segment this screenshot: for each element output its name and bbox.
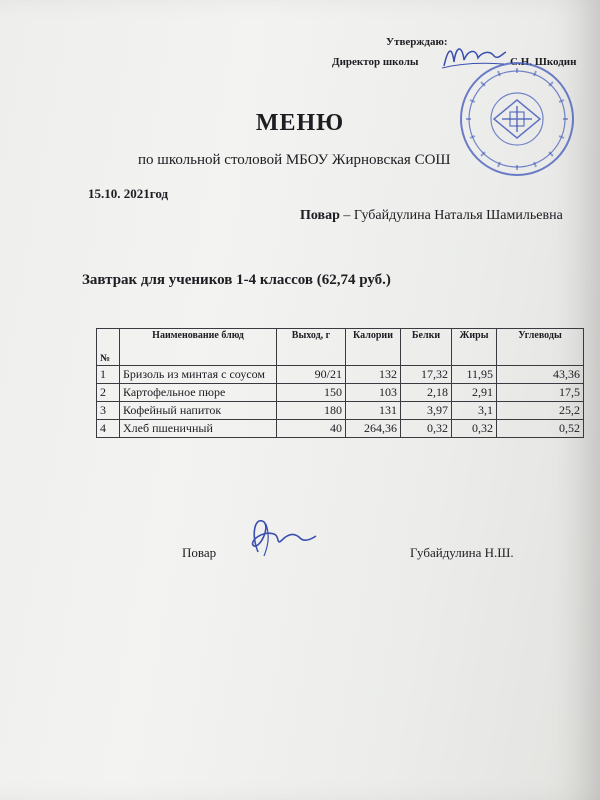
table-row [97, 366, 584, 384]
row-number: 1 [97, 366, 120, 384]
table-header-row [97, 329, 584, 366]
dish-name: Хлеб пшеничный [120, 420, 277, 438]
cook-name: – Губайдулина Наталья Шамильевна [339, 208, 563, 223]
carbs-cell: 17,5 [497, 384, 584, 402]
approval-label: Утверждаю: [386, 36, 448, 48]
row-number: 3 [97, 402, 120, 420]
calories-cell: 131 [346, 402, 401, 420]
cook-label: Повар [300, 208, 340, 223]
proteins-cell: 3,97 [401, 402, 452, 420]
page-title: МЕНЮ [255, 110, 345, 136]
col-header-proteins: Белки [401, 329, 452, 366]
col-header-dish: Наименование блюд [120, 329, 277, 366]
yield-cell: 90/21 [277, 366, 346, 384]
yield-cell: 150 [277, 384, 346, 402]
proteins-cell: 17,32 [401, 366, 452, 384]
page-subtitle: по школьной столовой МБОУ Жирновская СОШ [138, 152, 451, 168]
fats-cell: 3,1 [452, 402, 497, 420]
yield-cell: 40 [277, 420, 346, 438]
fats-cell: 0,32 [452, 420, 497, 438]
director-label: Директор школы [332, 56, 419, 68]
dish-name: Бризоль из минтая с соусом [120, 366, 277, 384]
carbs-cell: 25,2 [497, 402, 584, 420]
cook-signature-icon [240, 512, 320, 562]
cook-line [300, 208, 563, 224]
menu-table [96, 328, 584, 438]
col-header-yield: Выход, г [277, 329, 346, 366]
table-row [97, 384, 584, 402]
fats-cell: 11,95 [452, 366, 497, 384]
col-header-carbs: Углеводы [497, 329, 584, 366]
fats-cell: 2,91 [452, 384, 497, 402]
cook-signature-label: Повар [182, 545, 217, 560]
col-header-calories: Калории [346, 329, 401, 366]
meal-heading: Завтрак для учеников 1-4 классов (62,74 руб.) [82, 272, 391, 288]
proteins-cell: 0,32 [401, 420, 452, 438]
director-name: С.Н. Шкодин [510, 56, 577, 68]
dish-name: Картофельное пюре [120, 384, 277, 402]
cook-signature-name: Губайдулина Н.Ш. [410, 545, 514, 560]
table-row [97, 402, 584, 420]
row-number: 2 [97, 384, 120, 402]
col-header-fats: Жиры [452, 329, 497, 366]
yield-cell: 180 [277, 402, 346, 420]
calories-cell: 264,36 [346, 420, 401, 438]
calories-cell: 132 [346, 366, 401, 384]
table-row [97, 420, 584, 438]
row-number: 4 [97, 420, 120, 438]
proteins-cell: 2,18 [401, 384, 452, 402]
menu-date: 15.10. 2021год [88, 186, 169, 201]
carbs-cell: 0,52 [497, 420, 584, 438]
col-header-number: № [97, 329, 120, 366]
dish-name: Кофейный напиток [120, 402, 277, 420]
carbs-cell: 43,36 [497, 366, 584, 384]
calories-cell: 103 [346, 384, 401, 402]
